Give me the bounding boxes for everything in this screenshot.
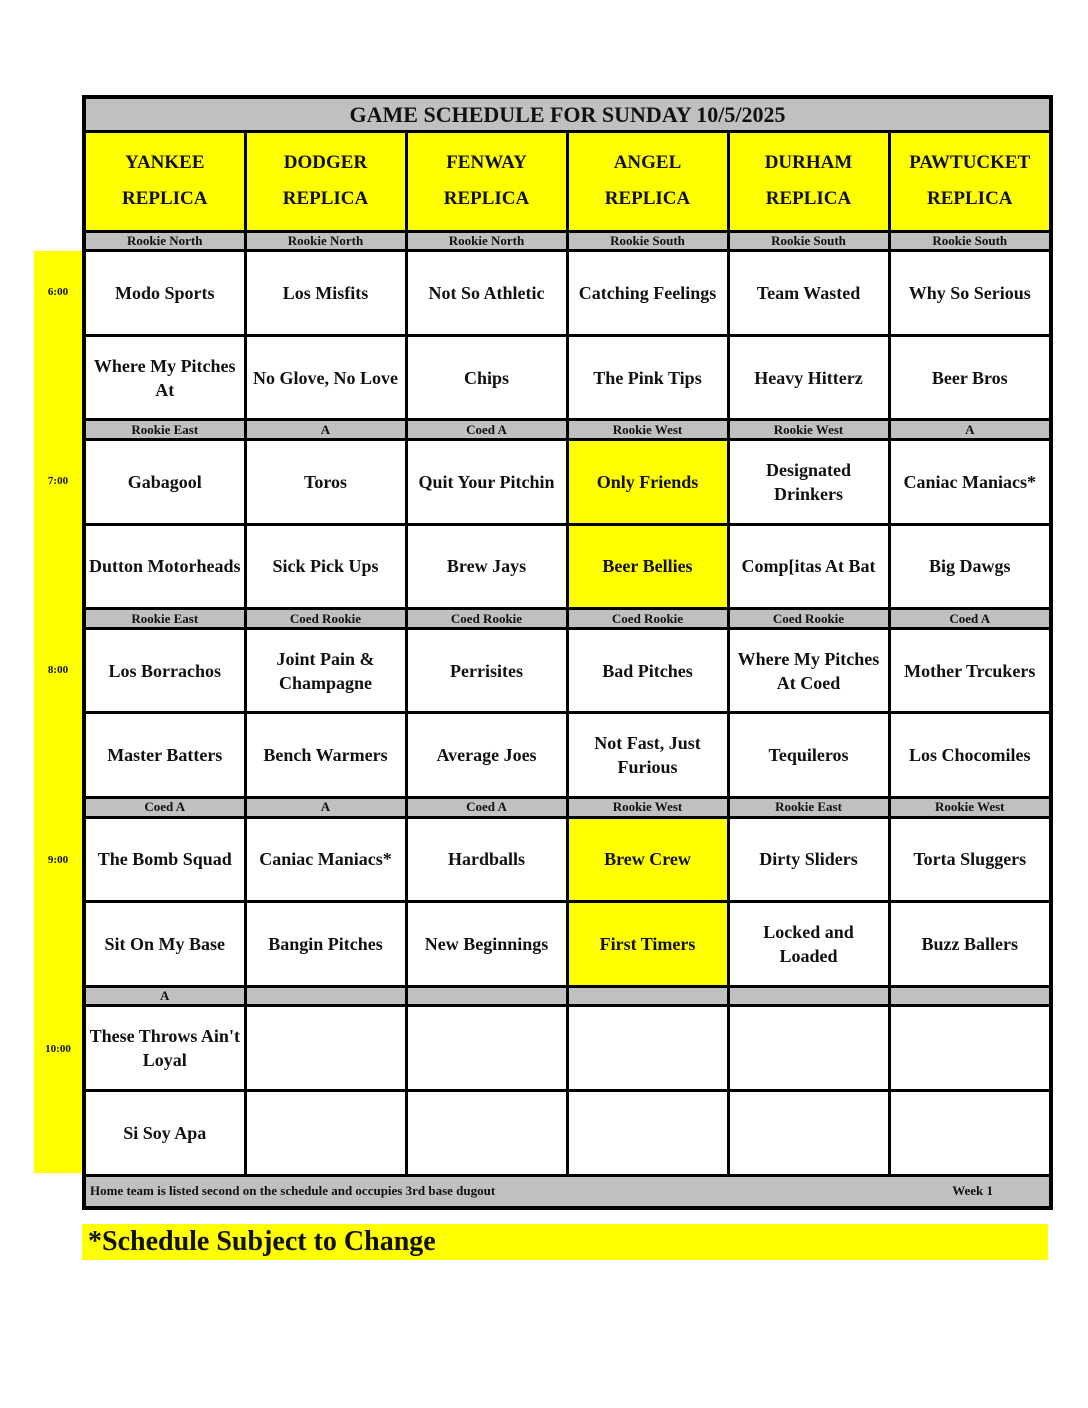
home-team: Sick Pick Ups xyxy=(245,524,406,608)
home-team: The Pink Tips xyxy=(567,335,728,419)
home-team: Average Joes xyxy=(406,713,567,797)
home-team: Not Fast, Just Furious xyxy=(567,713,728,797)
field-name: YANKEE xyxy=(124,152,205,174)
time-label: 9:00 xyxy=(47,854,69,866)
time-label: 7:00 xyxy=(47,475,69,487)
away-team: Hardballs xyxy=(406,817,567,901)
division-label: A xyxy=(889,420,1051,440)
field-subtitle: REPLICA xyxy=(443,188,530,210)
home-team: Dutton Motorheads xyxy=(84,524,245,608)
field-name: DODGER xyxy=(283,152,368,174)
division-label: Rookie South xyxy=(728,231,889,251)
division-label: Rookie West xyxy=(889,797,1051,817)
field-name: PAWTUCKET xyxy=(909,152,1031,174)
schedule-disclaimer: *Schedule Subject to Change xyxy=(82,1224,1048,1260)
home-team: Beer Bellies xyxy=(567,524,728,608)
away-team: Why So Serious xyxy=(889,251,1051,335)
division-label: Rookie North xyxy=(84,231,245,251)
away-team xyxy=(245,1006,406,1090)
time-label: 6:00 xyxy=(47,286,69,298)
home-team xyxy=(245,1090,406,1175)
away-team: Not So Athletic xyxy=(406,251,567,335)
field-header xyxy=(245,132,406,231)
home-team: Comp[itas At Bat xyxy=(728,524,889,608)
home-team: Brew Jays xyxy=(406,524,567,608)
division-label: Rookie West xyxy=(567,420,728,440)
schedule-table xyxy=(82,95,1053,1210)
home-team: Bangin Pitches xyxy=(245,902,406,986)
field-subtitle: REPLICA xyxy=(604,188,691,210)
home-team xyxy=(889,1090,1051,1175)
division-label: Rookie West xyxy=(567,797,728,817)
division-label: Rookie East xyxy=(84,420,245,440)
division-label: Coed Rookie xyxy=(728,609,889,629)
home-team: Bench Warmers xyxy=(245,713,406,797)
footer xyxy=(84,1175,1051,1208)
away-team: Gabagool xyxy=(84,440,245,524)
away-team: Quit Your Pitchin xyxy=(406,440,567,524)
time-label: 8:00 xyxy=(47,664,69,676)
division-label: A xyxy=(84,986,245,1006)
home-team: Chips xyxy=(406,335,567,419)
home-team: Sit On My Base xyxy=(84,902,245,986)
away-team: Dirty Sliders xyxy=(728,817,889,901)
division-label: A xyxy=(245,797,406,817)
field-header xyxy=(889,132,1051,231)
away-team: Toros xyxy=(245,440,406,524)
away-team xyxy=(406,1006,567,1090)
home-team: Buzz Ballers xyxy=(889,902,1051,986)
home-team: Master Batters xyxy=(84,713,245,797)
field-subtitle: REPLICA xyxy=(121,188,208,210)
away-team: Catching Feelings xyxy=(567,251,728,335)
home-team: Si Soy Apa xyxy=(84,1090,245,1175)
away-team: Brew Crew xyxy=(567,817,728,901)
field-subtitle: REPLICA xyxy=(282,188,369,210)
division-label: Coed Rookie xyxy=(245,609,406,629)
home-team: Heavy Hitterz xyxy=(728,335,889,419)
division-label xyxy=(406,986,567,1006)
division-label xyxy=(245,986,406,1006)
division-label: Coed Rookie xyxy=(567,609,728,629)
field-name: DURHAM xyxy=(764,152,853,174)
away-team: Only Friends xyxy=(567,440,728,524)
footer-note: Home team is listed second on the schedule and occupies 3rd base dugout xyxy=(90,1183,496,1199)
away-team: These Throws Ain't Loyal xyxy=(84,1006,245,1090)
division-label: A xyxy=(245,420,406,440)
division-label: Coed A xyxy=(889,609,1051,629)
division-label: Rookie South xyxy=(567,231,728,251)
away-team: Modo Sports xyxy=(84,251,245,335)
away-team: The Bomb Squad xyxy=(84,817,245,901)
away-team: Perrisites xyxy=(406,628,567,712)
division-label: Rookie North xyxy=(245,231,406,251)
away-team: Los Misfits xyxy=(245,251,406,335)
field-name: FENWAY xyxy=(446,152,527,174)
field-header xyxy=(728,132,889,231)
page-title: GAME SCHEDULE FOR SUNDAY 10/5/2025 xyxy=(84,97,1051,132)
division-label: Rookie East xyxy=(728,797,889,817)
home-team xyxy=(406,1090,567,1175)
home-team: Beer Bros xyxy=(889,335,1051,419)
home-team xyxy=(567,1090,728,1175)
time-label: 10:00 xyxy=(45,1043,71,1055)
division-label xyxy=(567,986,728,1006)
away-team xyxy=(889,1006,1051,1090)
field-header xyxy=(406,132,567,231)
home-team: First Timers xyxy=(567,902,728,986)
away-team: Team Wasted xyxy=(728,251,889,335)
division-label: Rookie South xyxy=(889,231,1051,251)
away-team: Designated Drinkers xyxy=(728,440,889,524)
division-label: Coed Rookie xyxy=(406,609,567,629)
week-label: Week 1 xyxy=(952,1183,994,1199)
division-label: Rookie East xyxy=(84,609,245,629)
field-subtitle: REPLICA xyxy=(927,188,1013,210)
home-team: Tequileros xyxy=(728,713,889,797)
away-team: Joint Pain & Champagne xyxy=(245,628,406,712)
field-header xyxy=(84,132,245,231)
away-team: Bad Pitches xyxy=(567,628,728,712)
field-subtitle: REPLICA xyxy=(765,188,852,210)
division-label: Rookie West xyxy=(728,420,889,440)
away-team xyxy=(567,1006,728,1090)
away-team: Caniac Maniacs* xyxy=(889,440,1051,524)
home-team xyxy=(728,1090,889,1175)
division-label xyxy=(728,986,889,1006)
away-team: Mother Trcukers xyxy=(889,628,1051,712)
division-label xyxy=(889,986,1051,1006)
home-team: Los Chocomiles xyxy=(889,713,1051,797)
division-label: Coed A xyxy=(406,420,567,440)
away-team: Caniac Maniacs* xyxy=(245,817,406,901)
home-team: Big Dawgs xyxy=(889,524,1051,608)
away-team: Where My Pitches At Coed xyxy=(728,628,889,712)
field-name: ANGEL xyxy=(613,152,682,174)
division-label: Coed A xyxy=(406,797,567,817)
division-label: Coed A xyxy=(84,797,245,817)
away-team xyxy=(728,1006,889,1090)
away-team: Los Borrachos xyxy=(84,628,245,712)
time-column xyxy=(34,251,82,1173)
home-team: New Beginnings xyxy=(406,902,567,986)
home-team: No Glove, No Love xyxy=(245,335,406,419)
away-team: Torta Sluggers xyxy=(889,817,1051,901)
division-label: Rookie North xyxy=(406,231,567,251)
home-team: Where My Pitches At xyxy=(84,335,245,419)
field-header xyxy=(567,132,728,231)
home-team: Locked and Loaded xyxy=(728,902,889,986)
